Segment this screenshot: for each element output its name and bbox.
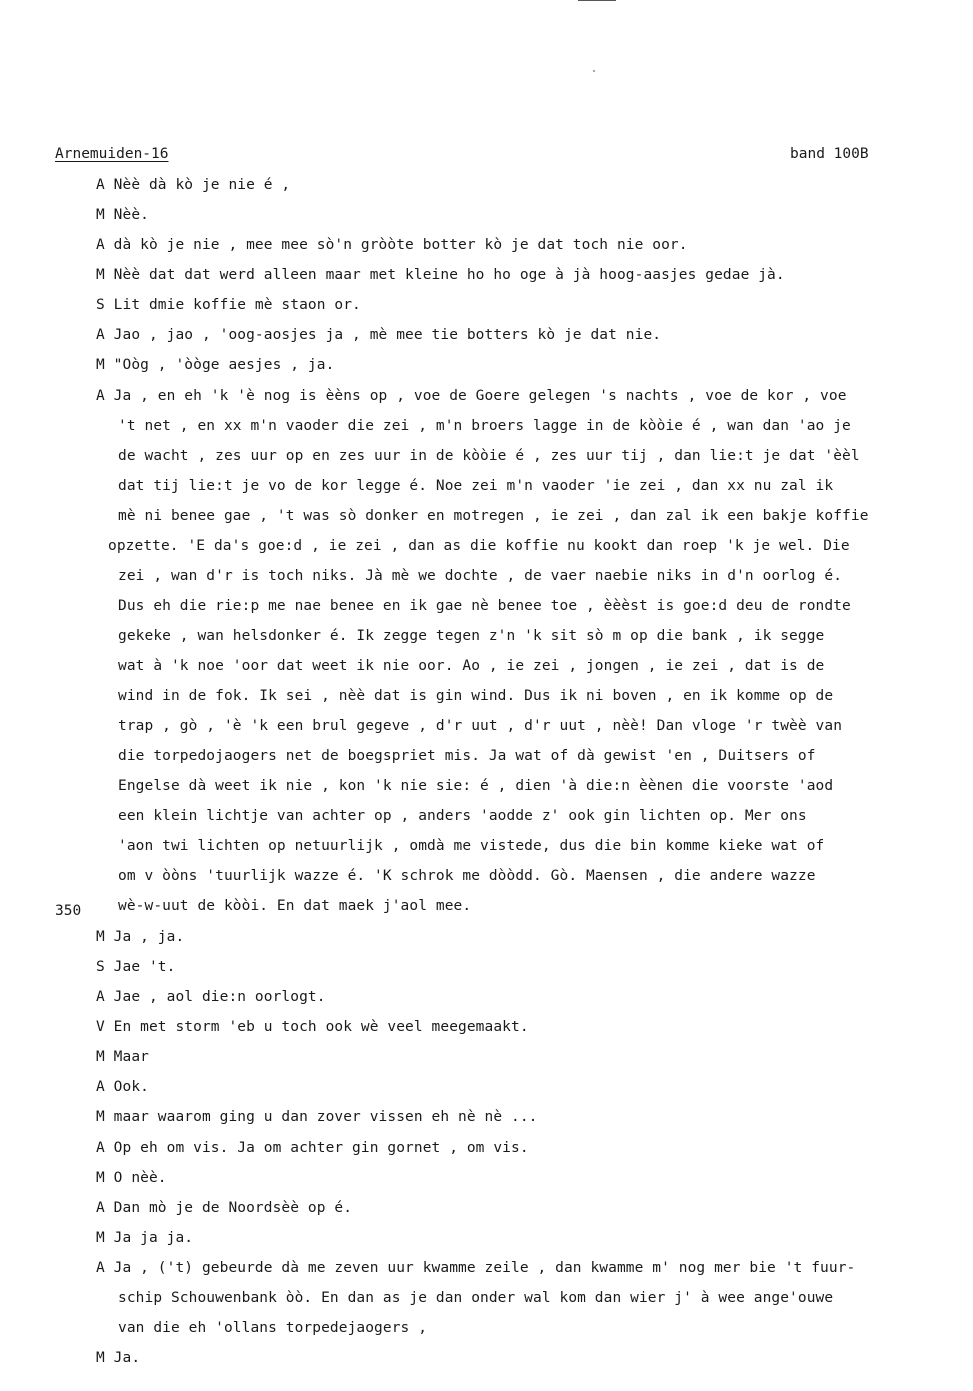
transcript-line: A Ook. bbox=[96, 1079, 149, 1095]
transcript-line: A Op eh om vis. Ja om achter gin gornet , om vis. bbox=[96, 1140, 529, 1156]
transcript-line: M Ja. bbox=[96, 1350, 141, 1366]
transcript-line: schip Schouwenbank òò. En dan as je dan onder wal kom dan wier j' à wee ange'ouwe bbox=[118, 1290, 834, 1306]
transcript-line: A Ja , ('t) gebeurde dà me zeven uur kwamme zeile , dan kwamme m' nog mer bie 't fuur- bbox=[96, 1260, 856, 1276]
transcript-line: S Jae 't. bbox=[96, 959, 176, 975]
transcript-line: mè ni benee gae , 't was sò donker en motregen , ie zei , dan zal ik een bakje koffie bbox=[118, 508, 869, 524]
transcript-line: wè-w-uut de kòòi. En dat maek j'aol mee. bbox=[118, 898, 472, 914]
transcript-line: A Dan mò je de Noordsèè op é. bbox=[96, 1200, 353, 1216]
margin-line-number: 350 bbox=[55, 903, 82, 919]
transcript-line: de wacht , zes uur op en zes uur in de kòòie é , zes uur tij , dan lie:t je dat 'èèl bbox=[118, 448, 860, 464]
document-title: Arnemuiden-16 bbox=[55, 146, 169, 162]
transcript-line: die torpedojaogers net de boegspriet mis. Ja wat of dà gewist 'en , Duitsers of bbox=[118, 748, 816, 764]
transcript-line: A Jao , jao , 'oog-aosjes ja , mè mee tie botters kò je dat nie. bbox=[96, 327, 662, 343]
transcript-line: M Ja , ja. bbox=[96, 929, 185, 945]
transcript-line: dat tij lie:t je vo de kor legge é. Noe zei m'n vaoder 'ie zei , dan xx nu zal ik bbox=[118, 478, 834, 494]
transcript-line: M Nèè dat dat werd alleen maar met kleine ho ho oge à jà hoog-aasjes gedae jà. bbox=[96, 267, 785, 283]
transcript-line: opzette. 'E da's goe:d , ie zei , dan as die koffie nu kookt dan roep 'k je wel. Die bbox=[108, 538, 850, 554]
transcript-line: wat à 'k noe 'oor dat weet ik nie oor. Ao , ie zei , jongen , ie zei , dat is de bbox=[118, 658, 825, 674]
transcript-line: M "Oòg , 'òòge aesjes , ja. bbox=[96, 357, 335, 373]
transcript-line: M maar waarom ging u dan zover vissen eh nè nè ... bbox=[96, 1109, 538, 1125]
transcript-line: V En met storm 'eb u toch ook wè veel meegemaakt. bbox=[96, 1019, 529, 1035]
band-label: band 100B bbox=[790, 146, 869, 162]
transcript-line: Dus eh die rie:p me nae benee en ik gae nè benee toe , èèèst is goe:d deu de rondte bbox=[118, 598, 851, 614]
transcript-line: M Maar bbox=[96, 1049, 149, 1065]
transcript-line: Engelse dà weet ik nie , kon 'k nie sie: é , dien 'à die:n èènen die voorste 'aod bbox=[118, 778, 834, 794]
transcript-line: om v òòns 'tuurlijk wazze é. 'K schrok me dòòdd. Gò. Maensen , die andere wazze bbox=[118, 868, 816, 884]
transcript-line: wind in de fok. Ik sei , nèè dat is gin wind. Dus ik ni boven , en ik komme op de bbox=[118, 688, 834, 704]
transcript-line: een klein lichtje van achter op , anders 'aodde z' ook gin lichten op. Mer ons bbox=[118, 808, 807, 824]
transcript-line: van die eh 'ollans torpedejaogers , bbox=[118, 1320, 428, 1336]
transcript-line: A Jae , aol die:n oorlogt. bbox=[96, 989, 326, 1005]
transcript-line: 't net , en xx m'n vaoder die zei , m'n broers lagge in de kòòie é , wan dan 'ao je bbox=[118, 418, 851, 434]
transcript-line: A dà kò je nie , mee mee sò'n gròòte botter kò je dat toch nie oor. bbox=[96, 237, 688, 253]
transcript-line: gekeke , wan helsdonker é. Ik zegge tegen z'n 'k sit sò m op die bank , ik segge bbox=[118, 628, 825, 644]
transcript-line: M O nèè. bbox=[96, 1170, 167, 1186]
transcript-line: S Lit dmie koffie mè staon or. bbox=[96, 297, 361, 313]
top-edge-mark bbox=[578, 0, 616, 1]
transcript-line: A Nèè dà kò je nie é , bbox=[96, 177, 291, 193]
transcript-line: 'aon twi lichten op netuurlijk , omdà me vistede, dus die bin komme kieke wat of bbox=[118, 838, 825, 854]
transcript-line: trap , gò , 'è 'k een brul gegeve , d'r uut , d'r uut , nèè! Dan vloge 'r twèè van bbox=[118, 718, 843, 734]
transcript-line: zei , wan d'r is toch niks. Jà mè we dochte , de vaer naebie niks in d'n oorlog é. bbox=[118, 568, 843, 584]
transcript-line: M Ja ja ja. bbox=[96, 1230, 194, 1246]
transcript-line: M Nèè. bbox=[96, 207, 149, 223]
transcript-line: A Ja , en eh 'k 'è nog is èèns op , voe de Goere gelegen 's nachts , voe de kor , voe bbox=[96, 388, 847, 404]
scan-speck bbox=[593, 70, 595, 72]
